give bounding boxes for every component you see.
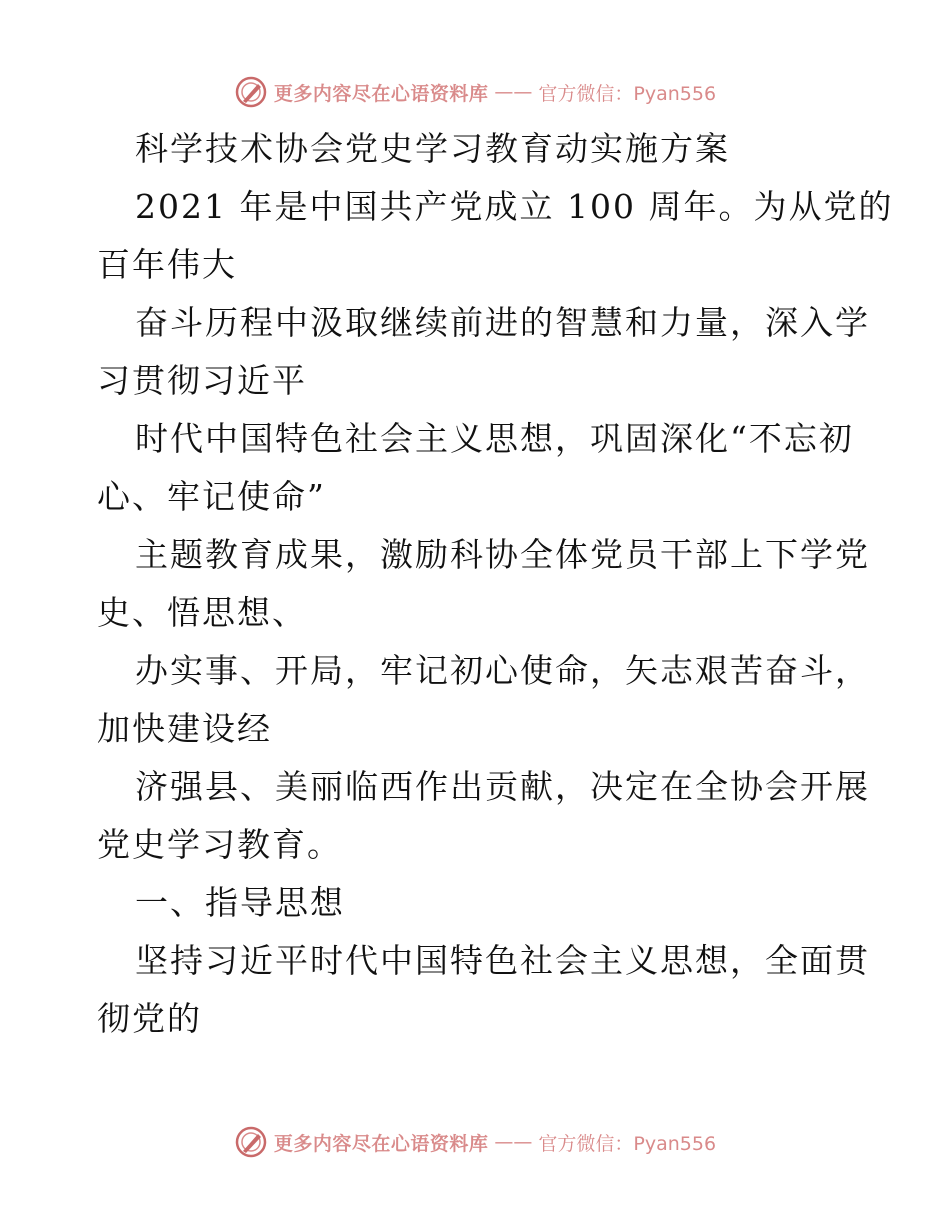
document-line: 心、牢记使命” [97,477,326,516]
document-line: 百年伟大 [97,245,237,284]
document-line: 加快建设经 [97,709,272,748]
document-line: 办实事、开局，牢记初心使命，矢志艰苦奋斗， [135,651,870,690]
watermark-dash: —— [494,1131,533,1153]
header-watermark [0,72,950,112]
document-line: 习贯彻习近平 [97,361,307,400]
pen-logo-icon [234,75,268,109]
document-line: 2021 年是中国共产党成立 100 周年。为从党的 [135,187,894,226]
watermark-wechat: 官方微信：Pyan556 [538,1132,717,1155]
document-line: 奋斗历程中汲取继续前进的智慧和力量，深入学 [135,303,870,342]
watermark-text: 更多内容尽在心语资料库 [273,82,489,105]
document-line: 主题教育成果，激励科协全体党员干部上下学党 [135,535,870,574]
watermark-wechat: 官方微信：Pyan556 [538,82,717,105]
document-line: 史、悟思想、 [97,593,307,632]
pen-logo-icon [234,1125,268,1159]
document-line: 坚持习近平时代中国特色社会主义思想，全面贯 [135,941,870,980]
watermark-text: 更多内容尽在心语资料库 [273,1132,489,1155]
document-line: 彻党的 [97,999,202,1038]
document-line: 党史学习教育。 [97,825,342,864]
footer-watermark [0,1122,950,1162]
document-body [97,120,894,1048]
watermark-dash: —— [494,81,533,103]
document-line: 济强县、美丽临西作出贡献，决定在全协会开展 [135,767,870,806]
document-line: 时代中国特色社会主义思想，巩固深化“不忘初 [135,419,854,458]
document-line: 一、指导思想 [135,883,345,922]
document-line: 科学技术协会党史学习教育动实施方案 [135,129,730,168]
